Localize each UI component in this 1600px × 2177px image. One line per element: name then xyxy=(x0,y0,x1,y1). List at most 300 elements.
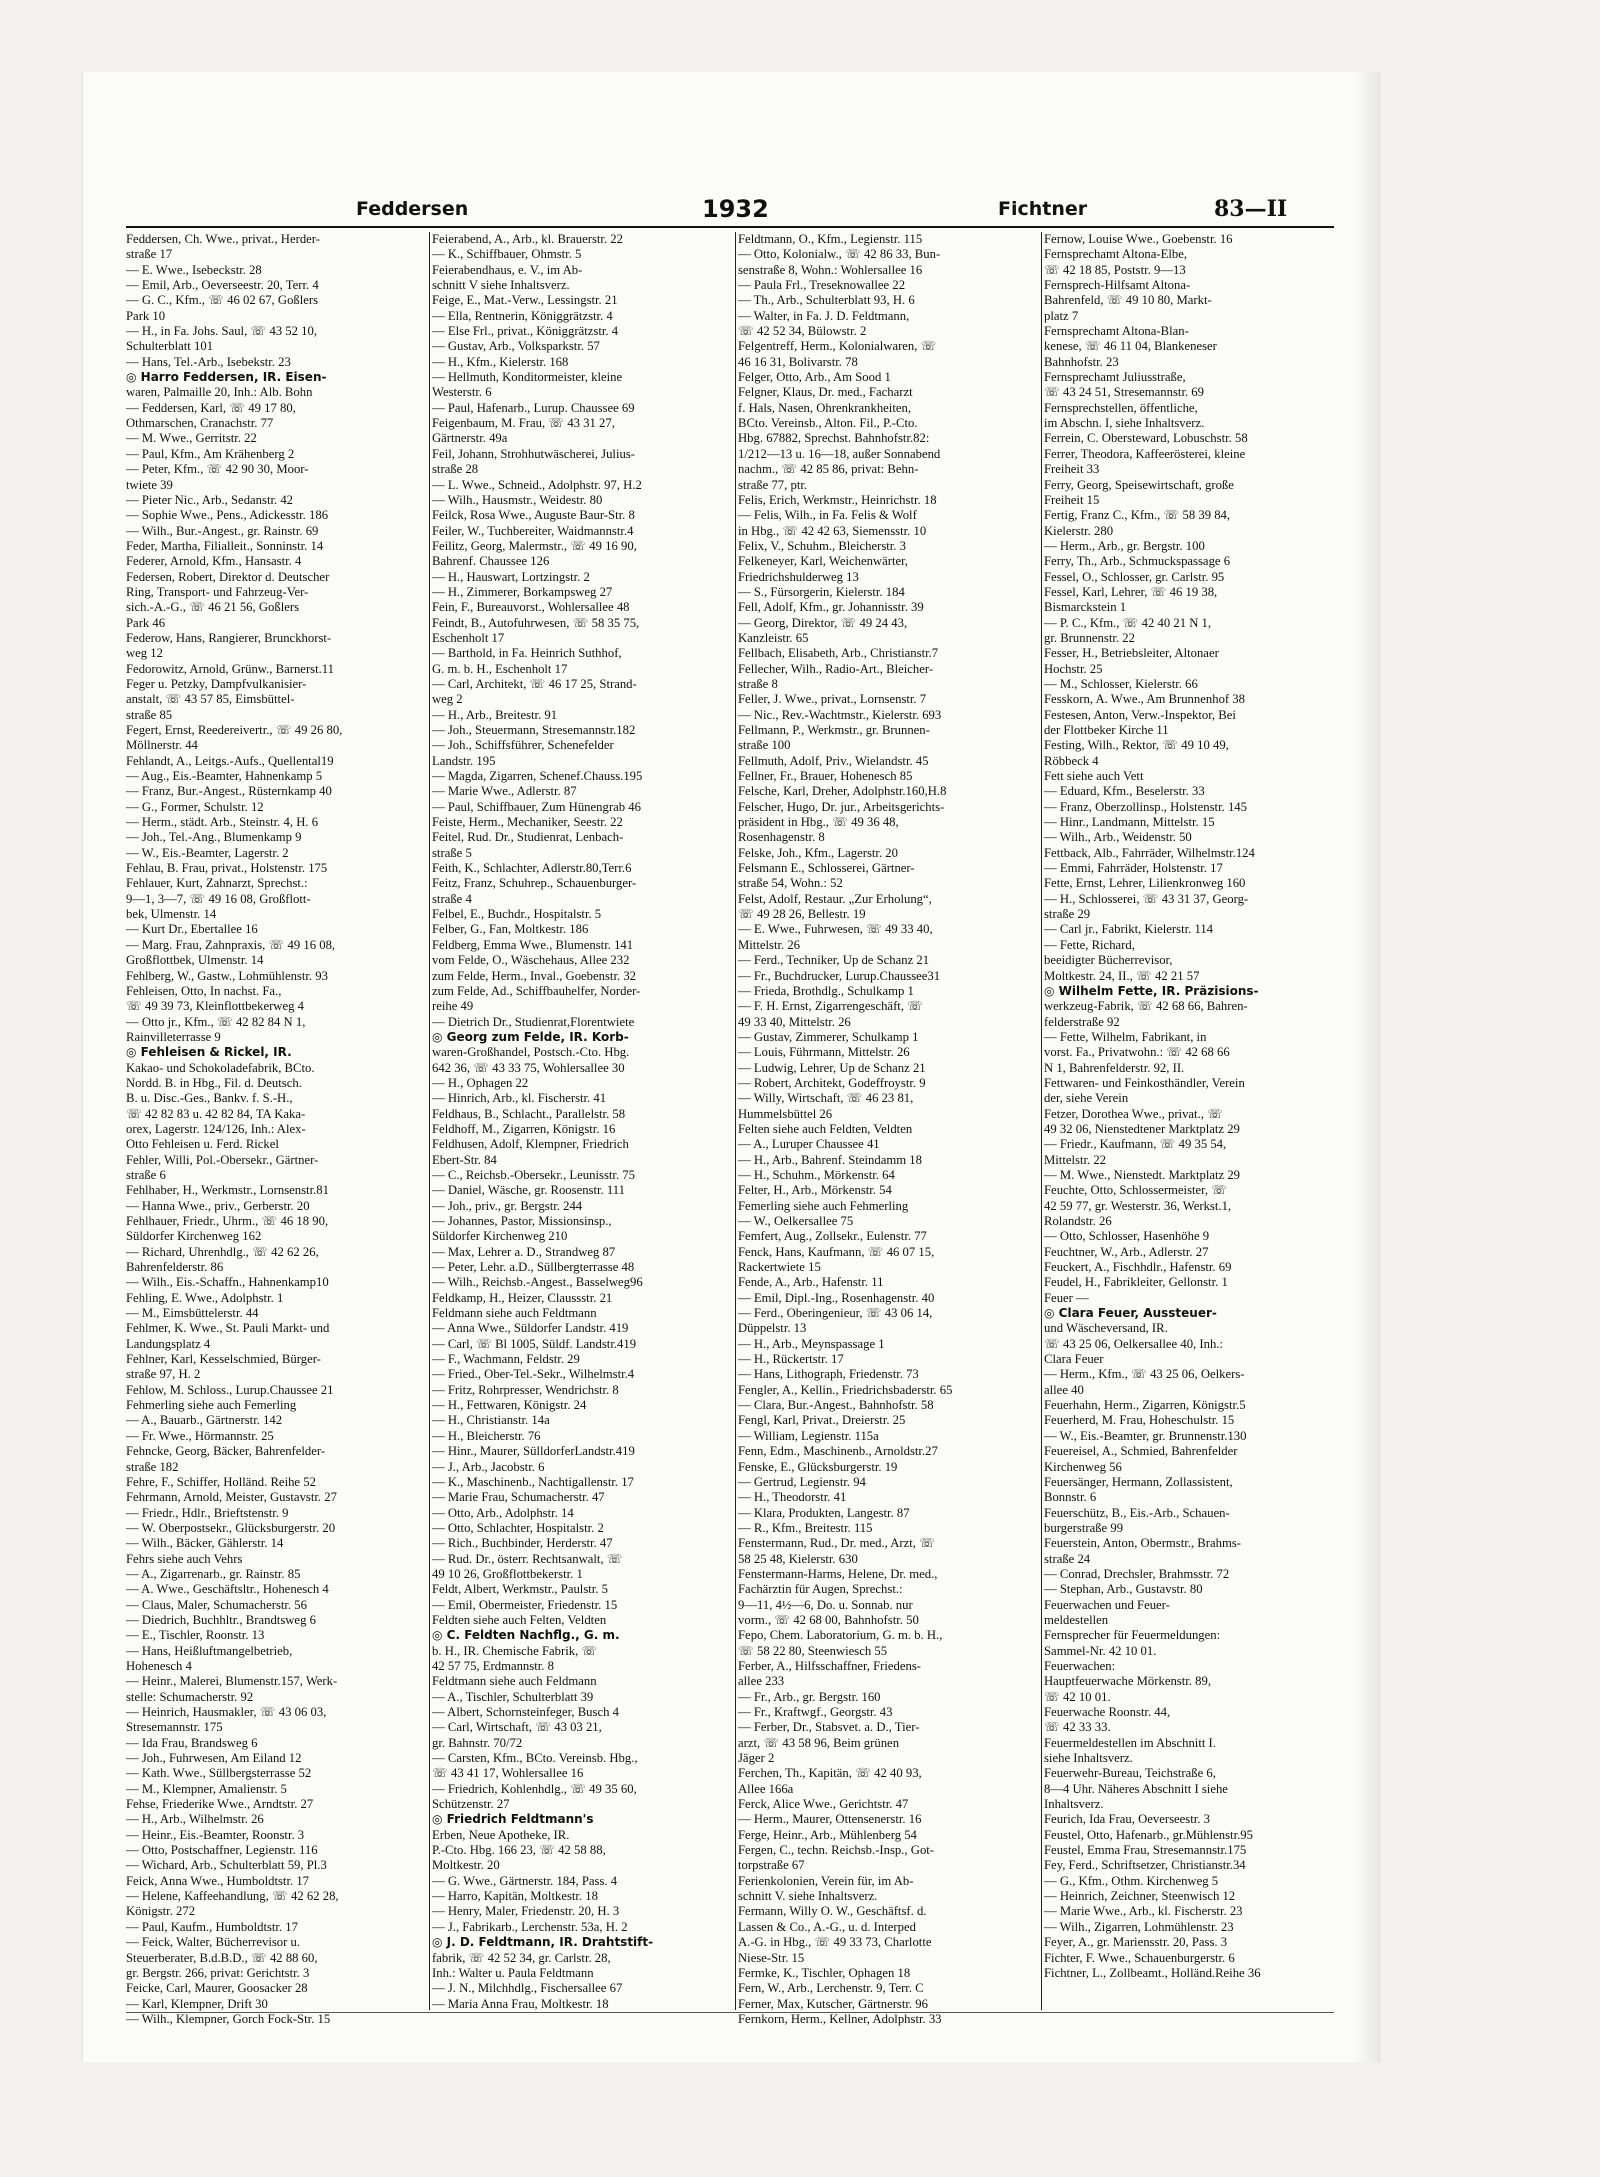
directory-entry-line: — S., Fürsorgerin, Kielerstr. 184 xyxy=(738,584,905,599)
directory-entry-line: Fertig, Franz C., Kfm., ☏ 58 39 84, xyxy=(1044,508,1231,523)
directory-entry-line: — Johannes, Pastor, Missionsinsp., xyxy=(432,1214,612,1228)
directory-entry-line: Fernow, Louise Wwe., Goebenstr. 16 xyxy=(1044,232,1233,246)
directory-entry-line: Felter, H., Arb., Mörkenstr. 54 xyxy=(738,1183,892,1198)
directory-entry-line: Fett siehe auch Vett xyxy=(1044,769,1144,784)
directory-entry-line: Freiheit 15 xyxy=(1044,492,1100,507)
directory-entry-line: gr. Bahnstr. 70/72 xyxy=(432,1735,523,1750)
column-divider xyxy=(429,232,430,2010)
directory-entry-line: und Wäscheversand, IR. xyxy=(1044,1321,1168,1336)
directory-entry-line: — Aug., Eis.-Beamter, Hahnenkamp 5 xyxy=(126,769,323,784)
directory-entry-line: straße 5 xyxy=(432,845,472,860)
directory-entry-line: — Harro, Kapitän, Moltkestr. 18 xyxy=(432,1889,598,1904)
directory-entry-line: — Pieter Nic., Arb., Sedanstr. 42 xyxy=(126,492,294,507)
directory-entry-line: Süldorfer Kirchenweg 162 xyxy=(126,1229,262,1244)
directory-entry-line: — W., Oelkersallee 75 xyxy=(738,1214,854,1228)
directory-entry-line: waren-Großhandel, Postsch.-Cto. Hbg. xyxy=(432,1045,630,1060)
directory-entry-line: im Abschn. I, siehe Inhaltsverz. xyxy=(1044,416,1205,431)
directory-entry-line: ◎ J. D. Feldtmann, IR. Drahtstift- xyxy=(432,1935,654,1950)
directory-entry-line: Kanzleistr. 65 xyxy=(738,630,809,645)
directory-entry-line: Feuermeldestellen im Abschnitt I. xyxy=(1044,1735,1216,1750)
directory-entry-line: Clara Feuer xyxy=(1044,1352,1104,1367)
directory-entry-line: — Th., Arb., Schulterblatt 93, H. 6 xyxy=(738,293,915,308)
directory-entry-line: — H., Schlosserei, ☏ 43 31 37, Georg- xyxy=(1044,891,1249,906)
directory-entry-line: — Wilh., Arb., Weidenstr. 50 xyxy=(1044,830,1192,845)
directory-entry-line: vorst. Fa., Privatwohn.: ☏ 42 68 66 xyxy=(1044,1045,1230,1060)
directory-entry-line: — Emmi, Fahrräder, Holstenstr. 17 xyxy=(1044,861,1223,876)
directory-entry-line: — H., Arb., Wilhelmstr. 26 xyxy=(126,1812,264,1827)
directory-entry-line: — Friedr., Kaufmann, ☏ 49 35 54, xyxy=(1044,1137,1227,1152)
directory-entry-line: Inhaltsverz. xyxy=(1044,1797,1104,1812)
directory-entry-line: — Maria Anna Frau, Moltkestr. 18 xyxy=(432,1996,609,2011)
directory-entry-line: — Hinr., Maurer, SülldorferLandstr.419 xyxy=(432,1444,635,1459)
directory-entry-line: — Herm., Kfm., ☏ 43 25 06, Oelkers- xyxy=(1044,1367,1245,1382)
directory-entry-line: — M. Wwe., Nienstedt. Marktplatz 29 xyxy=(1044,1167,1241,1182)
directory-entry-line: Feuerwache Roonstr. 44, xyxy=(1044,1705,1171,1719)
directory-entry-line: — Marie Wwe., Adlerstr. 87 xyxy=(432,784,577,799)
directory-entry-line: — H., Bleicherstr. 76 xyxy=(432,1428,541,1443)
directory-entry-line: 49 33 40, Mittelstr. 26 xyxy=(738,1014,851,1029)
directory-entry-line: ☏ 42 18 85, Poststr. 9—13 xyxy=(1044,262,1186,277)
directory-entry-line: Ferienkolonien, Verein für, im Ab- xyxy=(738,1873,914,1888)
directory-entry-line: Fernsprechamt Altona-Elbe, xyxy=(1044,247,1188,262)
directory-entry-line: Fernsprechamt Altona-Blan- xyxy=(1044,324,1189,339)
directory-entry-line: in Hbg., ☏ 42 42 63, Siemensstr. 10 xyxy=(738,523,927,538)
directory-entry-line: Felbel, E., Buchdr., Hospitalstr. 5 xyxy=(432,907,602,922)
directory-entry-line: Feuchtner, W., Arb., Adlerstr. 27 xyxy=(1044,1244,1209,1259)
directory-entry-line: — A., Luruper Chaussee 41 xyxy=(738,1137,880,1152)
directory-entry-line: Rainvilleterrasse 9 xyxy=(126,1029,221,1044)
directory-entry-line: Mittelstr. 26 xyxy=(738,937,801,952)
directory-entry-line: Inh.: Walter u. Paula Feldtmann xyxy=(432,1965,594,1980)
directory-entry-line: platz 7 xyxy=(1044,308,1079,323)
column-divider xyxy=(735,232,736,2010)
directory-entry-line: Mittelstr. 22 xyxy=(1044,1152,1107,1167)
directory-entry-line: Westerstr. 6 xyxy=(432,385,492,400)
directory-entry-line: 49 10 26, Großflottbekerstr. 1 xyxy=(432,1566,583,1581)
directory-entry-line: — Paul, Kaufm., Humboldtstr. 17 xyxy=(126,1919,298,1934)
directory-entry-line: weg 2 xyxy=(432,692,463,707)
directory-entry-line: gr. Brunnenstr. 22 xyxy=(1044,630,1135,645)
directory-entry-line: sich.-A.-G., ☏ 46 21 56, Goßlers xyxy=(126,600,300,615)
directory-entry-line: Feldhaus, B., Schlacht., Parallelstr. 58 xyxy=(432,1106,626,1121)
page-header xyxy=(82,195,1378,223)
directory-entry-line: — Otto jr., Kfm., ☏ 42 82 84 N 1, xyxy=(126,1014,306,1029)
directory-entry-line: — Hinr., Landmann, Mittelstr. 15 xyxy=(1044,815,1215,830)
directory-entry-line: — H., Fettwaren, Königstr. 24 xyxy=(432,1398,587,1413)
directory-entry-line: Feldberg, Emma Wwe., Blumenstr. 141 xyxy=(432,937,634,952)
directory-entry-line: zum Felde, Ad., Schiffbauhelfer, Norder- xyxy=(432,983,641,998)
directory-entry-line: Feitel, Rud. Dr., Studienrat, Lenbach- xyxy=(432,830,624,845)
directory-entry-line: — Else Frl., privat., Königgrätzstr. 4 xyxy=(432,324,619,339)
directory-entry-line: ◎ Georg zum Felde, IR. Korb- xyxy=(432,1029,629,1044)
directory-entry-line: straße 8 xyxy=(738,676,778,691)
directory-entry-line: Feldhoff, M., Zigarren, Königstr. 16 xyxy=(432,1121,616,1136)
directory-entry-line: — Wichard, Arb., Schulterblatt 59, Pl.3 xyxy=(126,1858,327,1873)
directory-entry-line: ☏ 42 10 01. xyxy=(1044,1689,1111,1704)
directory-entry-line: — M., Klempner, Amalienstr. 5 xyxy=(126,1781,287,1796)
directory-entry-line: Feuerschütz, B., Eis.-Arb., Schauen- xyxy=(1044,1505,1230,1520)
directory-entry-line: — Anna Wwe., Süldorfer Landstr. 419 xyxy=(432,1321,629,1336)
directory-entry-line: — Friedrich, Kohlenhdlg., ☏ 49 35 60, xyxy=(432,1781,637,1796)
directory-entry-line: — Carl jr., Fabrikt, Kielerstr. 114 xyxy=(1044,922,1214,937)
directory-entry-line: Fellmuth, Adolf, Priv., Wielandstr. 45 xyxy=(738,753,929,768)
directory-entry-line: Rackertwiete 15 xyxy=(738,1260,821,1275)
directory-entry-line: — Henry, Maler, Friedenstr. 20, H. 3 xyxy=(432,1904,620,1919)
directory-entry-line: — Klara, Produkten, Langestr. 87 xyxy=(738,1505,910,1520)
directory-entry-line: — G. Wwe., Gärtnerstr. 184, Pass. 4 xyxy=(432,1873,618,1888)
directory-entry-line: Feitz, Franz, Schuhrep., Schauenburger- xyxy=(432,876,637,891)
directory-entry-line: Friedrichshulderweg 13 xyxy=(738,569,859,584)
directory-entry-line: straße 97, H. 2 xyxy=(126,1367,201,1382)
directory-entry-line: Allee 166a xyxy=(738,1781,794,1796)
directory-entry-line: Fetzer, Dorothea Wwe., privat., ☏ xyxy=(1044,1106,1223,1121)
directory-entry-line: Fehrs siehe auch Vehrs xyxy=(126,1551,243,1566)
directory-column-4 xyxy=(1044,232,1334,2010)
directory-entry-line: Fehlow, M. Schloss., Lurup.Chaussee 21 xyxy=(126,1382,334,1397)
directory-entry-line: BCto. Vereinsb., Alton. Fil., P.-Cto. xyxy=(738,416,918,431)
directory-entry-line: — H., Kfm., Kielerstr. 168 xyxy=(432,354,569,369)
directory-entry-line: — Heinrich, Hausmakler, ☏ 43 06 03, xyxy=(126,1705,327,1719)
directory-entry-line: Felgner, Klaus, Dr. med., Facharzt xyxy=(738,385,913,400)
directory-entry-line: P.-Cto. Hbg. 166 23, ☏ 42 58 88, xyxy=(432,1843,606,1858)
directory-entry-line: — Fr., Arb., gr. Bergstr. 160 xyxy=(738,1689,881,1704)
directory-entry-line: Fengl, Karl, Privat., Dreierstr. 25 xyxy=(738,1413,906,1428)
directory-entry-line: Fehlauer, Kurt, Zahnarzt, Sprechst.: xyxy=(126,876,308,891)
header-first-entry: Feddersen xyxy=(356,198,469,220)
directory-entry-line: — A., Zigarrenarb., gr. Rainstr. 85 xyxy=(126,1566,301,1581)
directory-entry-line: waren, Palmaille 20, Inh.: Alb. Bohn xyxy=(126,385,313,400)
column-divider xyxy=(1041,232,1042,2010)
directory-entry-line: zum Felde, Herm., Inval., Goebenstr. 32 xyxy=(432,968,637,983)
directory-entry-line: — M., Eimsbüttelerstr. 44 xyxy=(126,1306,259,1321)
directory-entry-line: Fernsprechstellen, öffentliche, xyxy=(1044,400,1198,415)
directory-entry-line: siehe Inhaltsverz. xyxy=(1044,1751,1133,1766)
directory-entry-line: arzt, ☏ 43 58 96, Beim grünen xyxy=(738,1735,900,1750)
directory-entry-line: — Emil, Obermeister, Friedenstr. 15 xyxy=(432,1597,618,1612)
directory-entry-line: — E. Wwe., Isebeckstr. 28 xyxy=(126,262,262,277)
directory-entry-line: Feith, K., Schlachter, Adlerstr.80,Terr.6 xyxy=(432,861,632,876)
directory-entry-line: Feuerstein, Anton, Obermstr., Brahms- xyxy=(1044,1536,1241,1551)
directory-entry-line: — Joh., Schiffsführer, Schenefelder xyxy=(432,738,614,753)
directory-entry-line: Bahnhofstr. 23 xyxy=(1044,354,1119,369)
directory-entry-line: — Herm., Arb., gr. Bergstr. 100 xyxy=(1044,538,1205,553)
directory-entry-line: Hohenesch 4 xyxy=(126,1658,192,1673)
directory-entry-line: straße 29 xyxy=(1044,907,1091,922)
directory-entry-line: Ring, Transport- und Fahrzeug-Ver- xyxy=(126,584,309,599)
directory-entry-line: Fehre, F., Schiffer, Holländ. Reihe 52 xyxy=(126,1474,316,1489)
directory-entry-line: twiete 39 xyxy=(126,477,173,492)
directory-entry-line: orex, Lagerstr. 124/126, Inh.: Alex- xyxy=(126,1121,306,1136)
directory-entry-line: Stresemannstr. 175 xyxy=(126,1720,223,1735)
directory-entry-line: straße 54, Wohn.: 52 xyxy=(738,876,843,891)
directory-entry-line: Felten siehe auch Feldten, Veldten xyxy=(738,1121,913,1136)
directory-entry-line: — Hans, Lithograph, Friedenstr. 73 xyxy=(738,1367,919,1382)
directory-entry-line: — Heinr., Eis.-Beamter, Roonstr. 3 xyxy=(126,1827,305,1842)
directory-entry-line: straße 4 xyxy=(432,891,472,906)
directory-entry-line: Feick, Anna Wwe., Humboldtstr. 17 xyxy=(126,1873,310,1888)
directory-entry-line: — Fr., Buchdrucker, Lurup.Chaussee31 xyxy=(738,968,941,983)
directory-entry-line: straße 17 xyxy=(126,247,173,262)
directory-entry-line: Fenstermann, Rud., Dr. med., Arzt, ☏ xyxy=(738,1536,935,1551)
directory-entry-line: straße 85 xyxy=(126,707,173,722)
directory-entry-line: senstraße 8, Wohn.: Wohlersallee 16 xyxy=(738,262,923,277)
directory-entry-line: Ebert-Str. 84 xyxy=(432,1152,497,1167)
directory-entry-line: Fende, A., Arb., Hafenstr. 11 xyxy=(738,1275,884,1290)
directory-entry-line: Felske, Joh., Kfm., Lagerstr. 20 xyxy=(738,845,898,860)
directory-entry-line: 49 32 06, Nienstedtener Marktplatz 29 xyxy=(1044,1121,1240,1136)
directory-entry-line: — Wilh., Bur.-Angest., gr. Rainstr. 69 xyxy=(126,523,319,538)
directory-column-3 xyxy=(738,232,1038,2026)
directory-entry-line: Bonnstr. 6 xyxy=(1044,1490,1097,1505)
directory-entry-line: — Rud. Dr., österr. Rechtsanwalt, ☏ xyxy=(432,1551,623,1566)
directory-entry-line: Fern, W., Arb., Lerchenstr. 9, Terr. C xyxy=(738,1981,924,1996)
directory-entry-line: Fehleisen, Otto, In nachst. Fa., xyxy=(126,983,282,998)
directory-entry-line: Jäger 2 xyxy=(738,1751,775,1766)
directory-entry-line: Femfert, Aug., Zollsekr., Eulenstr. 77 xyxy=(738,1229,927,1244)
directory-entry-line: Fehling, E. Wwe., Adolphstr. 1 xyxy=(126,1290,284,1305)
directory-entry-line: — Otto, Arb., Adolphstr. 14 xyxy=(432,1505,574,1520)
header-last-entry: Fichtner xyxy=(998,198,1088,220)
directory-entry-line: Felis, Erich, Werkmstr., Heinrichstr. 18 xyxy=(738,492,937,507)
directory-entry-line: vom Felde, O., Wäschehaus, Allee 232 xyxy=(432,953,630,968)
directory-entry-line: ☏ 49 39 73, Kleinflottbekerweg 4 xyxy=(126,999,304,1014)
directory-entry-line: — H., Christianstr. 14a xyxy=(432,1413,550,1428)
directory-entry-line: straße 77, ptr. xyxy=(738,477,808,492)
directory-entry-line: — Ferber, Dr., Stabsvet. a. D., Tier- xyxy=(738,1720,920,1735)
directory-entry-line: Kakao- und Schokoladefabrik, BCto. xyxy=(126,1060,315,1075)
directory-entry-line: Fehmerling siehe auch Femerling xyxy=(126,1398,297,1413)
directory-entry-line: bek, Ulmenstr. 14 xyxy=(126,907,217,922)
directory-entry-line: Fernkorn, Herm., Kellner, Adolphstr. 33 xyxy=(738,2011,942,2026)
directory-entry-line: Fehncke, Georg, Bäcker, Bahrenfelder- xyxy=(126,1444,326,1459)
directory-entry-line: Feldmann siehe auch Feldtmann xyxy=(432,1306,597,1321)
directory-entry-line: — J., Fabrikarb., Lerchenstr. 53a, H. 2 xyxy=(432,1919,628,1934)
directory-entry-line: — K., Schiffbauer, Ohmstr. 5 xyxy=(432,247,582,262)
directory-entry-line: — Joh., Steuermann, Stresemannstr.182 xyxy=(432,723,636,737)
directory-entry-line: — Joh., Tel.-Ang., Blumenkamp 9 xyxy=(126,830,302,845)
directory-entry-line: — Herm., städt. Arb., Steinstr. 4, H. 6 xyxy=(126,815,319,830)
directory-entry-line: vorm., ☏ 42 68 00, Bahnhofstr. 50 xyxy=(738,1612,919,1627)
directory-entry-line: 9—1, 3—7, ☏ 49 16 08, Großflott- xyxy=(126,891,311,906)
directory-entry-line: anstalt, ☏ 43 57 85, Eimsbüttel- xyxy=(126,692,295,707)
directory-entry-line: Felsmann E., Schlosserei, Gärtner- xyxy=(738,861,915,876)
directory-entry-line: Felkeneyer, Karl, Weichenwärter, xyxy=(738,554,908,569)
directory-entry-line: — Willy, Wirtschaft, ☏ 46 23 81, xyxy=(738,1091,914,1106)
directory-entry-line: Femerling siehe auch Fehmerling xyxy=(738,1198,909,1213)
directory-entry-line: — H., Zimmerer, Borkampsweg 27 xyxy=(432,584,613,599)
directory-entry-line: nachm., ☏ 42 85 86, privat: Behn- xyxy=(738,462,919,477)
directory-entry-line: ☏ 43 41 17, Wohlersallee 16 xyxy=(432,1766,584,1781)
directory-entry-line: Fedorowitz, Arnold, Grünw., Barnerst.11 xyxy=(126,661,335,676)
directory-entry-line: Feldt, Albert, Werkmstr., Paulstr. 5 xyxy=(432,1582,609,1597)
directory-entry-line: weg 12 xyxy=(126,646,163,661)
directory-entry-line: — Albert, Schornsteinfeger, Busch 4 xyxy=(432,1705,619,1719)
directory-entry-line: ☏ 43 24 51, Stresemannstr. 69 xyxy=(1044,385,1204,400)
directory-entry-line: ◎ Friedrich Feldtmann's xyxy=(432,1812,594,1827)
directory-entry-line: — Hans, Tel.-Arb., Isebekstr. 23 xyxy=(126,354,291,369)
directory-entry-line: ☏ 49 28 26, Bellestr. 19 xyxy=(738,907,866,922)
directory-entry-line: Rolandstr. 26 xyxy=(1044,1214,1112,1228)
directory-entry-line: — Emil, Dipl.-Ing., Rosenhagenstr. 40 xyxy=(738,1290,935,1305)
directory-entry-line: — M. Wwe., Gerritstr. 22 xyxy=(126,431,257,446)
header-rule xyxy=(126,226,1334,228)
directory-entry-line: — Frieda, Brothdlg., Schulkamp 1 xyxy=(738,983,914,998)
directory-entry-line: — Feick, Walter, Bücherrevisor u. xyxy=(126,1935,301,1950)
directory-entry-line: — Carl, Architekt, ☏ 46 17 25, Strand- xyxy=(432,676,637,691)
directory-entry-line: — Wilh., Zigarren, Lohmühlenstr. 23 xyxy=(1044,1919,1234,1934)
directory-entry-line: — H., Arb., Meynspassage 1 xyxy=(738,1336,885,1351)
directory-entry-line: Fichtner, L., Zollbeamt., Holländ.Reihe 36 xyxy=(1044,1965,1261,1980)
directory-entry-line: Park 10 xyxy=(126,308,166,323)
directory-entry-line: — Heinr., Malerei, Blumenstr.157, Werk- xyxy=(126,1674,338,1689)
directory-entry-line: — Rich., Buchbinder, Herderstr. 47 xyxy=(432,1536,613,1551)
directory-entry-line: ☏ 42 33 33. xyxy=(1044,1720,1111,1735)
directory-entry-line: Feuerwehr-Bureau, Teichstraße 6, xyxy=(1044,1766,1216,1781)
directory-entry-line: Hauptfeuerwache Mörkenstr. 89, xyxy=(1044,1674,1211,1689)
directory-entry-line: Fengler, A., Kellin., Friedrichsbaderstr. 65 xyxy=(738,1382,953,1397)
directory-entry-line: — W. Oberpostsekr., Glücksburgerstr. 20 xyxy=(126,1520,336,1535)
directory-entry-line: — E., Tischler, Roonstr. 13 xyxy=(126,1628,265,1643)
directory-entry-line: ◎ C. Feldten Nachflg., G. m. xyxy=(432,1628,620,1643)
directory-entry-line: Fehlau, B. Frau, privat., Holstenstr. 175 xyxy=(126,861,328,876)
directory-entry-line: Fehlmer, K. Wwe., St. Pauli Markt- und xyxy=(126,1321,330,1336)
directory-entry-line: Feilck, Rosa Wwe., Auguste Baur-Str. 8 xyxy=(432,508,635,523)
directory-entry-line: — H., Rückertstr. 17 xyxy=(738,1352,844,1367)
directory-entry-line: Ferrer, Theodora, Kaffeerösterei, kleine xyxy=(1044,446,1246,461)
directory-entry-line: Feldtmann siehe auch Feldmann xyxy=(432,1674,597,1689)
directory-entry-line: Fenck, Hans, Kaufmann, ☏ 46 07 15, xyxy=(738,1244,935,1259)
directory-entry-line: — Peter, Kfm., ☏ 42 90 30, Moor- xyxy=(126,462,309,477)
directory-entry-line: Röbbeck 4 xyxy=(1044,753,1099,768)
directory-entry-line: Federsen, Robert, Direktor d. Deutscher xyxy=(126,569,330,584)
directory-entry-line: präsident in Hbg., ☏ 49 36 48, xyxy=(738,815,899,830)
directory-entry-line: Niese-Str. 15 xyxy=(738,1950,805,1965)
directory-entry-line: Feyer, A., gr. Mariensstr. 20, Pass. 3 xyxy=(1044,1935,1228,1950)
directory-entry-line: — Eduard, Kfm., Beselerstr. 33 xyxy=(1044,784,1205,799)
directory-entry-line: — Richard, Uhrenhdlg., ☏ 42 62 26, xyxy=(126,1244,319,1259)
directory-entry-line: — J., Arb., Jacobstr. 6 xyxy=(432,1459,545,1474)
directory-entry-line: Federow, Hans, Rangierer, Brunckhorst- xyxy=(126,630,332,645)
directory-entry-line: — P. C., Kfm., ☏ 42 40 21 N 1, xyxy=(1044,615,1212,630)
directory-entry-line: — Daniel, Wäsche, gr. Roosenstr. 111 xyxy=(432,1183,625,1198)
directory-entry-line: — Franz, Bur.-Angest., Rüsternkamp 40 xyxy=(126,784,332,799)
directory-entry-line: — Barthold, in Fa. Heinrich Suthhof, xyxy=(432,646,622,661)
directory-entry-line: — Friedr., Hdlr., Brieftstenstr. 9 xyxy=(126,1505,289,1520)
directory-entry-line: straße 100 xyxy=(738,738,791,753)
directory-entry-line: Feige, E., Mat.-Verw., Lessingstr. 21 xyxy=(432,293,618,308)
directory-entry-line: — Otto, Schlachter, Hospitalstr. 2 xyxy=(432,1520,604,1535)
directory-entry-line: Feudel, H., Fabrikleiter, Gellonstr. 1 xyxy=(1044,1275,1228,1290)
directory-entry-line: — Herm., Maurer, Ottensenerstr. 16 xyxy=(738,1812,922,1827)
directory-entry-line: Federer, Arnold, Kfm., Hansastr. 4 xyxy=(126,554,302,569)
directory-entry-line: Fessel, O., Schlosser, gr. Carlstr. 95 xyxy=(1044,569,1225,584)
directory-entry-line: Felscher, Hugo, Dr. jur., Arbeitsgerichts- xyxy=(738,799,945,814)
directory-entry-line: — Wilh., Hausmstr., Weidestr. 80 xyxy=(432,492,603,507)
directory-entry-line: Felger, Otto, Arb., Am Sood 1 xyxy=(738,370,891,385)
directory-entry-line: — Gustav, Arb., Volksparkstr. 57 xyxy=(432,339,600,354)
directory-entry-line: Feldten siehe auch Felten, Veldten xyxy=(432,1612,607,1627)
directory-entry-line: Fettback, Alb., Fahrräder, Wilhelmstr.124 xyxy=(1044,845,1255,860)
directory-entry-line: — A., Bauarb., Gärtnerstr. 142 xyxy=(126,1413,283,1428)
directory-column-1 xyxy=(126,232,426,2026)
directory-entry-line: Düppelstr. 13 xyxy=(738,1321,807,1336)
directory-entry-line: straße 6 xyxy=(126,1167,166,1182)
directory-entry-line: Lassen & Co., A.-G., u. d. Interped xyxy=(738,1919,916,1934)
directory-entry-line: Fehlhaber, H., Werkmstr., Lornsenstr.81 xyxy=(126,1183,329,1198)
directory-entry-line: — H., Arb., Bahrenf. Steindamm 18 xyxy=(738,1152,922,1167)
directory-entry-line: straße 182 xyxy=(126,1459,179,1474)
directory-entry-line: Moltkestr. 24, II., ☏ 42 21 57 xyxy=(1044,968,1200,983)
directory-entry-line: — Stephan, Arb., Gustavstr. 80 xyxy=(1044,1582,1203,1597)
directory-entry-line: Fenske, E., Glücksburgerstr. 19 xyxy=(738,1459,898,1474)
directory-entry-line: — J. N., Milchhdlg., Fischersallee 67 xyxy=(432,1981,623,1996)
directory-entry-line: — H., Theodorstr. 41 xyxy=(738,1490,847,1505)
directory-entry-line: — Ferd., Oberingenieur, ☏ 43 06 14, xyxy=(738,1306,933,1321)
directory-entry-line: — Ludwig, Lehrer, Up de Schanz 21 xyxy=(738,1060,926,1075)
directory-entry-line: — Kurt Dr., Ebertallee 16 xyxy=(126,922,258,937)
directory-entry-line: Fessel, Karl, Lehrer, ☏ 46 19 38, xyxy=(1044,584,1218,599)
directory-entry-line: Erben, Neue Apotheke, IR. xyxy=(432,1827,570,1842)
directory-entry-line: Feurich, Ida Frau, Oeverseestr. 3 xyxy=(1044,1812,1210,1827)
directory-entry-line: — Paul, Hafenarb., Lurup. Chaussee 69 xyxy=(432,400,635,415)
directory-entry-line: — G., Kfm., Othm. Kirchenweg 5 xyxy=(1044,1873,1219,1888)
page-content xyxy=(82,72,1378,2062)
directory-entry-line: — Joh., priv., gr. Bergstr. 244 xyxy=(432,1198,583,1213)
directory-entry-line: beeidigter Bücherrevisor, xyxy=(1044,953,1173,968)
directory-entry-line: Fesser, H., Betriebsleiter, Altonaer xyxy=(1044,646,1219,661)
directory-entry-line: — F. H. Ernst, Zigarrengeschäft, ☏ xyxy=(738,999,924,1014)
directory-entry-line: Fepo, Chem. Laboratorium, G. m. b. H., xyxy=(738,1628,943,1643)
directory-entry-line: Fegert, Ernst, Reedereivertr., ☏ 49 26 80, xyxy=(126,723,343,737)
directory-entry-line: Feldhusen, Adolf, Klempner, Friedrich xyxy=(432,1137,629,1152)
directory-entry-line: 8—4 Uhr. Näheres Abschnitt I siehe xyxy=(1044,1781,1228,1796)
directory-entry-line: — Diedrich, Buchhltr., Brandtsweg 6 xyxy=(126,1612,316,1627)
directory-entry-line: Felix, V., Schuhm., Bleicherstr. 3 xyxy=(738,538,906,553)
directory-entry-line: Fernsprechamt Juliusstraße, xyxy=(1044,370,1186,385)
directory-entry-line: — Fette, Wilhelm, Fabrikant, in xyxy=(1044,1029,1207,1044)
directory-entry-line: — H., Arb., Breitestr. 91 xyxy=(432,707,558,722)
directory-entry-line: Landungsplatz 4 xyxy=(126,1336,211,1351)
directory-entry-line: Süldorfer Kirchenweg 210 xyxy=(432,1229,568,1244)
directory-entry-line: — Karl, Klempner, Drift 30 xyxy=(126,1996,268,2011)
directory-entry-line: — A. Wwe., Geschäftsltr., Hohenesch 4 xyxy=(126,1582,329,1597)
directory-entry-line: ☏ 42 52 34, Bülowstr. 2 xyxy=(738,324,867,339)
directory-entry-line: Feuersänger, Hermann, Zollassistent, xyxy=(1044,1474,1233,1489)
directory-entry-line: Fermann, Willy O. W., Geschäftsf. d. xyxy=(738,1904,927,1919)
directory-entry-line: — Ferd., Techniker, Up de Schanz 21 xyxy=(738,953,930,968)
directory-entry-line: — Wilh., Reichsb.-Angest., Basselweg96 xyxy=(432,1275,643,1290)
directory-entry-line: Fermke, K., Tischler, Ophagen 18 xyxy=(738,1965,911,1980)
directory-entry-line: Fey, Ferd., Schriftsetzer, Christianstr.34 xyxy=(1044,1858,1246,1873)
directory-entry-line: Fehrmann, Arnold, Meister, Gustavstr. 27 xyxy=(126,1490,337,1505)
directory-entry-line: Fehlhauer, Friedr., Uhrm., ☏ 46 18 90, xyxy=(126,1214,329,1228)
directory-entry-line: torpstraße 67 xyxy=(738,1858,805,1873)
directory-entry-line: — Walter, in Fa. J. D. Feldtmann, xyxy=(738,308,910,323)
directory-entry-line: Fehlner, Karl, Kesselschmied, Bürger- xyxy=(126,1352,321,1367)
directory-entry-line: — Louis, Führmann, Mittelstr. 26 xyxy=(738,1045,910,1060)
directory-entry-line: schnitt V. siehe Inhaltsverz. xyxy=(738,1889,878,1904)
directory-entry-line: Fell, Adolf, Kfm., gr. Johannisstr. 39 xyxy=(738,600,924,615)
directory-entry-line: Großflottbek, Ulmenstr. 14 xyxy=(126,953,264,968)
directory-entry-line: Fellner, Fr., Brauer, Hohenesch 85 xyxy=(738,769,913,784)
directory-entry-line: Fernsprech-Hilfsamt Altona- xyxy=(1044,278,1191,293)
directory-entry-line: Ferge, Heinr., Arb., Mühlenberg 54 xyxy=(738,1827,917,1842)
directory-entry-line: Ferber, A., Hilfsschaffner, Friedens- xyxy=(738,1658,922,1673)
directory-entry-line: — Gustav, Zimmerer, Schulkamp 1 xyxy=(738,1029,919,1044)
directory-entry-line: — Wilh., Klempner, Gorch Fock-Str. 15 xyxy=(126,2011,331,2026)
directory-entry-line: b. H., IR. Chemische Fabrik, ☏ xyxy=(432,1643,598,1658)
directory-entry-line: Ferrein, C. Obersteward, Lobuschstr. 58 xyxy=(1044,431,1248,446)
